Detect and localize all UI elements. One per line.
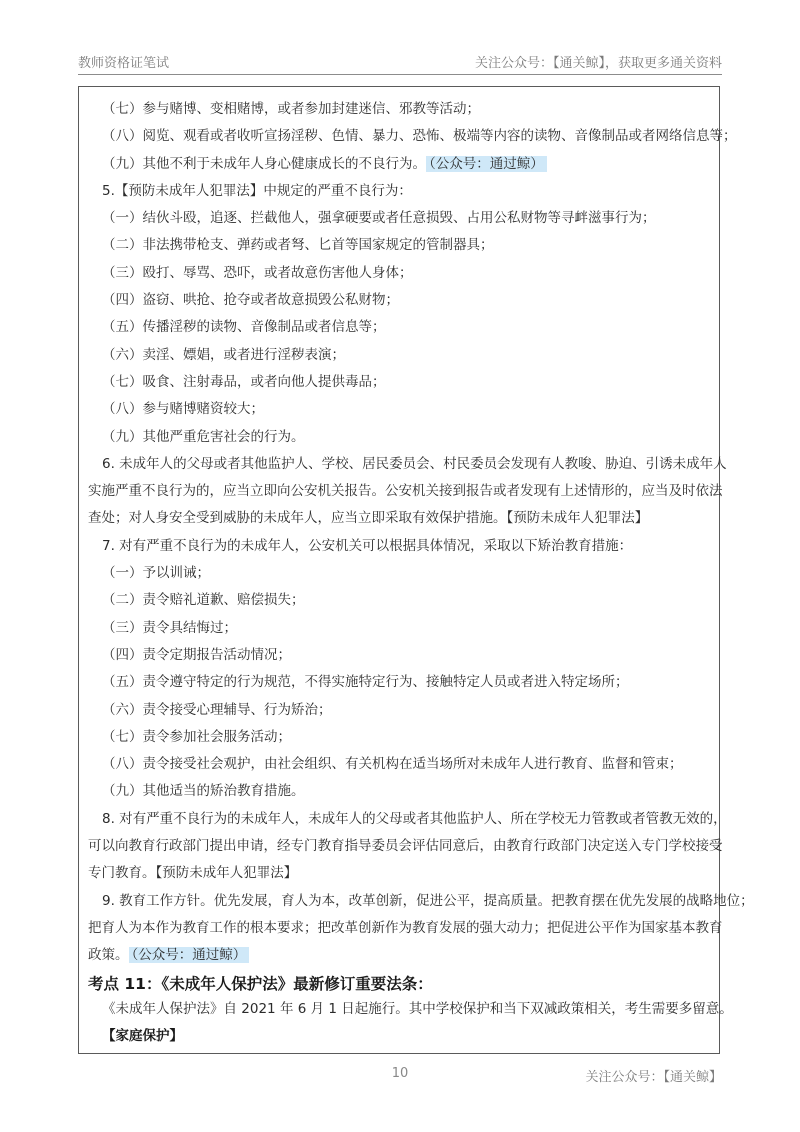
- kaodian-title: 考点 11：《未成年人保护法》最新修订重要法条：: [88, 974, 433, 993]
- line-text: （五）责令遵守特定的行为规范，不得实施特定行为、接触特定人员或者进入特定场所；: [102, 674, 629, 691]
- line-text: （四）责令定期报告活动情况；: [102, 646, 291, 663]
- text-line: [88, 151, 718, 178]
- line-text: 政策。: [88, 947, 129, 964]
- line-text: （四）盗窃、哄抢、抢夺或者故意损毁公私财物；: [102, 292, 399, 309]
- header-divider: [78, 74, 722, 75]
- text-line: [88, 451, 727, 478]
- line-text: （一）予以训诫；: [102, 565, 210, 582]
- text-line: [88, 232, 718, 259]
- line-text: （六）责令接受心理辅导、行为矫治；: [102, 701, 332, 718]
- text-line: [88, 123, 737, 150]
- text-line: [88, 314, 718, 341]
- text-line: [88, 424, 718, 451]
- text-line: [88, 642, 718, 669]
- line-text: 5.【预防未成年人犯罪法】中规定的严重不良行为：: [102, 182, 412, 199]
- text-line: [88, 342, 718, 369]
- line-text: （二）非法携带枪支、弹药或者弩、匕首等国家规定的管制器具；: [102, 237, 494, 254]
- line-text: 8. 对有严重不良行为的未成年人，未成年人的父母或者其他监护人、所在学校无力管教或者管教无效的，: [102, 810, 727, 827]
- line-text: （九）其他不利于未成年人身心健康成长的不良行为。: [102, 155, 426, 172]
- line-text: （三）责令具结悔过；: [102, 619, 237, 636]
- line-text: （八）责令接受社会观护，由社会组织、有关机构在适当场所对未成年人进行教育、监督和管束；: [102, 756, 683, 773]
- text-line: [88, 778, 718, 805]
- text-line: [88, 888, 754, 915]
- highlight-note: （公众号：通过鲸）: [426, 156, 547, 172]
- line-text: 查处；对人身安全受到威胁的未成年人，应当立即采取有效保护措施。【预防未成年人犯罪法】: [88, 510, 649, 527]
- line-text: 9. 教育工作方针。优先发展，育人为本，改革创新，促进公平，提高质量。把教育摆在优先发展的战略地位；: [102, 892, 754, 909]
- text-line: [88, 260, 718, 287]
- page-header: [78, 48, 722, 74]
- line-text: （八）阅览、观看或者收听宣扬淫秽、色情、暴力、恐怖、极端等内容的读物、音像制品或者网络信息等；: [102, 128, 737, 145]
- text-line: [88, 751, 718, 778]
- text-line: [88, 505, 718, 532]
- page-number: 10: [391, 1066, 409, 1081]
- header-left-text: 教师资格证笔试: [78, 55, 170, 71]
- line-text: （六）卖淫、嫖娼，或者进行淫秽表演；: [102, 346, 345, 363]
- text-line: [88, 178, 718, 205]
- line-text: （二）责令赔礼道歉、赔偿损失；: [102, 592, 305, 609]
- text-line: [88, 478, 723, 505]
- line-text: 6. 未成年人的父母或者其他监护人、学校、居民委员会、村民委员会发现有人教唆、胁迫、引诱未成年人: [102, 455, 727, 472]
- intro-line: 《未成年人保护法》自 2021 年 6 月 1 日起施行。其中学校保护和当下双减政策相关，考生需要多留意。: [102, 1000, 733, 1017]
- text-line: [88, 615, 718, 642]
- text-line: [88, 833, 723, 860]
- text-line: [88, 942, 718, 969]
- text-line: [88, 806, 727, 833]
- text-line: [88, 396, 718, 423]
- line-text: 可以向教育行政部门提出申请，经专门教育指导委员会评估同意后，由教育行政部门决定送入专门学校接受: [88, 838, 723, 855]
- line-text: 实施严重不良行为的，应当立即向公安机关报告。公安机关接到报告或者发现有上述情形的，应当及时依法: [88, 483, 723, 500]
- line-text: （八）参与赌博赌资较大；: [102, 401, 264, 418]
- text-line: [88, 915, 723, 942]
- line-text: （七）吸食、注射毒品，或者向他人提供毒品；: [102, 373, 386, 390]
- line-text: （七）参与赌博、变相赌博，或者参加封建迷信、邪教等活动；: [102, 101, 480, 117]
- text-line: [88, 724, 718, 751]
- text-line: [88, 697, 718, 724]
- text-line: [88, 560, 718, 587]
- text-line: [88, 96, 718, 123]
- text-line: [88, 369, 718, 396]
- text-line: [88, 533, 718, 560]
- footer-right-text: 关注公众号：【通关鲸】: [585, 1070, 722, 1085]
- highlight-note: （公众号：通过鲸）: [129, 947, 250, 963]
- text-line: [88, 860, 718, 887]
- document-body: [88, 96, 754, 1050]
- line-text: （三）殴打、辱骂、恐吓，或者故意伤害他人身体；: [102, 264, 413, 281]
- text-line: [88, 587, 718, 614]
- line-text: 7. 对有严重不良行为的未成年人，公安机关可以根据具体情况，采取以下矫治教育措施：: [102, 537, 633, 554]
- line-text: 把育人为本作为教育工作的根本要求；把改革创新作为教育发展的强大动力；把促进公平作为国家基本教育: [88, 919, 723, 936]
- section-heading: 【家庭保护】: [102, 1027, 183, 1044]
- header-right-text: 关注公众号：【通关鲸】，获取更多通关资料: [474, 55, 722, 71]
- text-lines: [88, 96, 754, 970]
- line-text: （一）结伙斗殴，追逐、拦截他人，强拿硬要或者任意损毁、占用公私财物等寻衅滋事行为；: [102, 210, 656, 227]
- line-text: （九）其他适当的矫治教育措施。: [102, 783, 305, 800]
- line-text: （九）其他严重危害社会的行为。: [102, 428, 305, 445]
- text-line: [88, 205, 718, 232]
- text-line: [88, 669, 718, 696]
- line-text: （五）传播淫秽的读物、音像制品或者信息等；: [102, 319, 386, 336]
- line-text: 专门教育。【预防未成年人犯罪法】: [88, 865, 298, 882]
- text-line: [88, 287, 718, 314]
- line-text: （七）责令参加社会服务活动；: [102, 728, 291, 745]
